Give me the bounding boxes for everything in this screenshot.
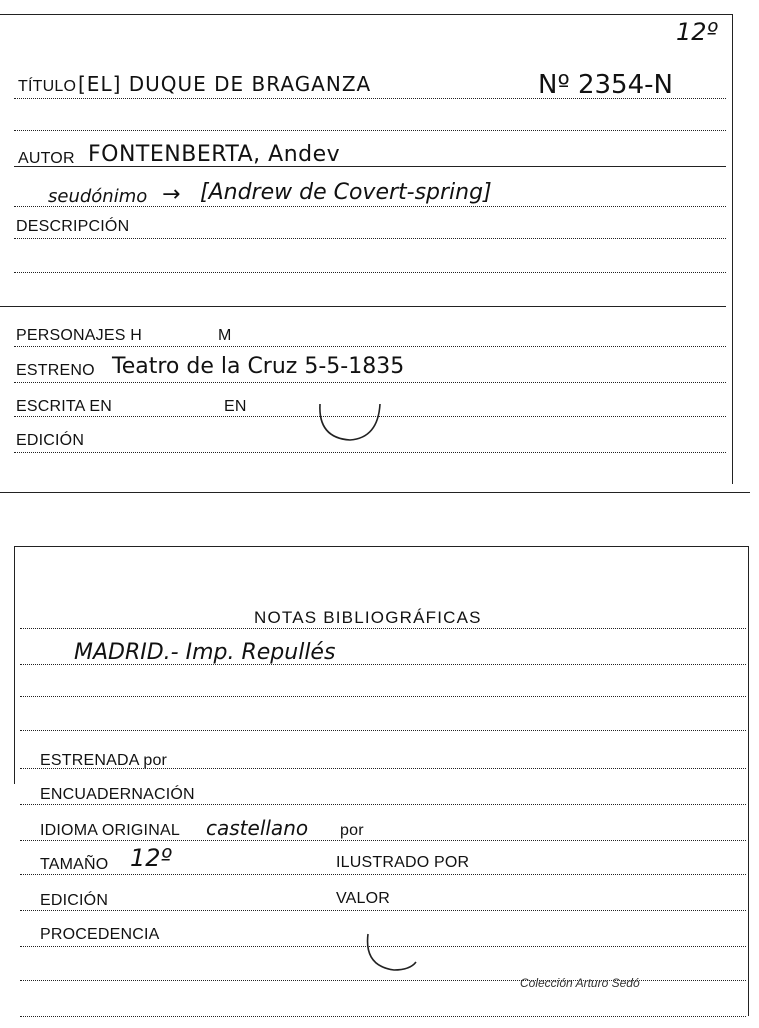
notas-line-1 <box>20 628 746 629</box>
idioma-value: castellano <box>206 816 309 840</box>
estreno-label: ESTRENO <box>16 362 95 379</box>
bottom-edge-line <box>20 1016 746 1017</box>
card-top-border <box>0 14 732 15</box>
autor-label: AUTOR <box>18 150 75 167</box>
notas-line-4 <box>20 730 746 731</box>
tamano-line <box>20 874 746 875</box>
card-bottom-border <box>0 492 750 493</box>
procedencia-label: PROCEDENCIA <box>40 926 160 943</box>
estreno-value: Teatro de la Cruz 5-5-1835 <box>112 354 405 379</box>
estreno-line <box>14 382 726 383</box>
catalog-number: Nº 2354-N <box>538 70 673 100</box>
titulo-line <box>14 98 726 99</box>
personajes-label: PERSONAJES H <box>16 327 142 344</box>
personajes-m-label: M <box>218 327 232 344</box>
edicion-line <box>14 452 726 453</box>
descripcion-label: DESCRIPCIÓN <box>16 218 130 235</box>
corner-note: 12º <box>676 18 718 46</box>
notas-value: MADRID.- Imp. Repullés <box>74 640 336 665</box>
punch-hole-mark <box>312 398 392 448</box>
blank-line <box>14 130 726 131</box>
edicion-line <box>20 910 746 911</box>
punch-hole-mark <box>360 930 430 980</box>
notas-line-2 <box>20 664 746 665</box>
descripcion-line-1 <box>14 238 726 239</box>
titulo-value: [EL] DUQUE DE BRAGANZA <box>78 72 372 96</box>
seudonimo-line <box>14 206 726 207</box>
edicion-label: EDICIÓN <box>16 432 85 449</box>
tamano-value: 12º <box>130 844 172 872</box>
titulo-label: TÍTULO <box>18 78 77 95</box>
descripcion-line-2 <box>14 272 726 273</box>
card-left-border <box>14 546 15 784</box>
idioma-label: IDIOMA ORIGINAL <box>40 822 180 839</box>
autor-value: FONTENBERTA, Andev <box>88 142 341 167</box>
card-right-border <box>748 546 749 1016</box>
idioma-por-label: por <box>340 822 364 839</box>
estrenada-label: ESTRENADA por <box>40 752 168 769</box>
seudonimo-label: seudónimo <box>48 186 148 207</box>
card-right-border <box>732 14 733 484</box>
autor-line <box>14 166 726 167</box>
descripcion-line-3 <box>0 306 726 307</box>
seudonimo-value: [Andrew de Covert-spring] <box>200 180 492 205</box>
notas-line-3 <box>20 696 746 697</box>
notas-heading: NOTAS BIBLIOGRÁFICAS <box>254 608 482 627</box>
encuadernacion-line <box>20 804 746 805</box>
catalog-card-front <box>0 0 759 500</box>
escrita-en-label: ESCRITA EN <box>16 398 112 415</box>
tamano-label: TAMAÑO <box>40 856 109 873</box>
card-top-border <box>14 546 748 547</box>
seudonimo-arrow: → <box>162 182 181 207</box>
coleccion-stamp: Colección Arturo Sedó <box>520 976 640 990</box>
edicion-label: EDICIÓN <box>40 892 109 909</box>
personajes-line <box>14 346 726 347</box>
idioma-line <box>20 840 746 841</box>
ilustrado-label: ILUSTRADO POR <box>336 854 470 871</box>
valor-label: VALOR <box>336 890 391 907</box>
estrenada-line <box>20 768 746 769</box>
escrita-en2-label: EN <box>224 398 247 415</box>
catalog-card-back <box>0 540 759 1028</box>
encuadernacion-label: ENCUADERNACIÓN <box>40 786 195 803</box>
